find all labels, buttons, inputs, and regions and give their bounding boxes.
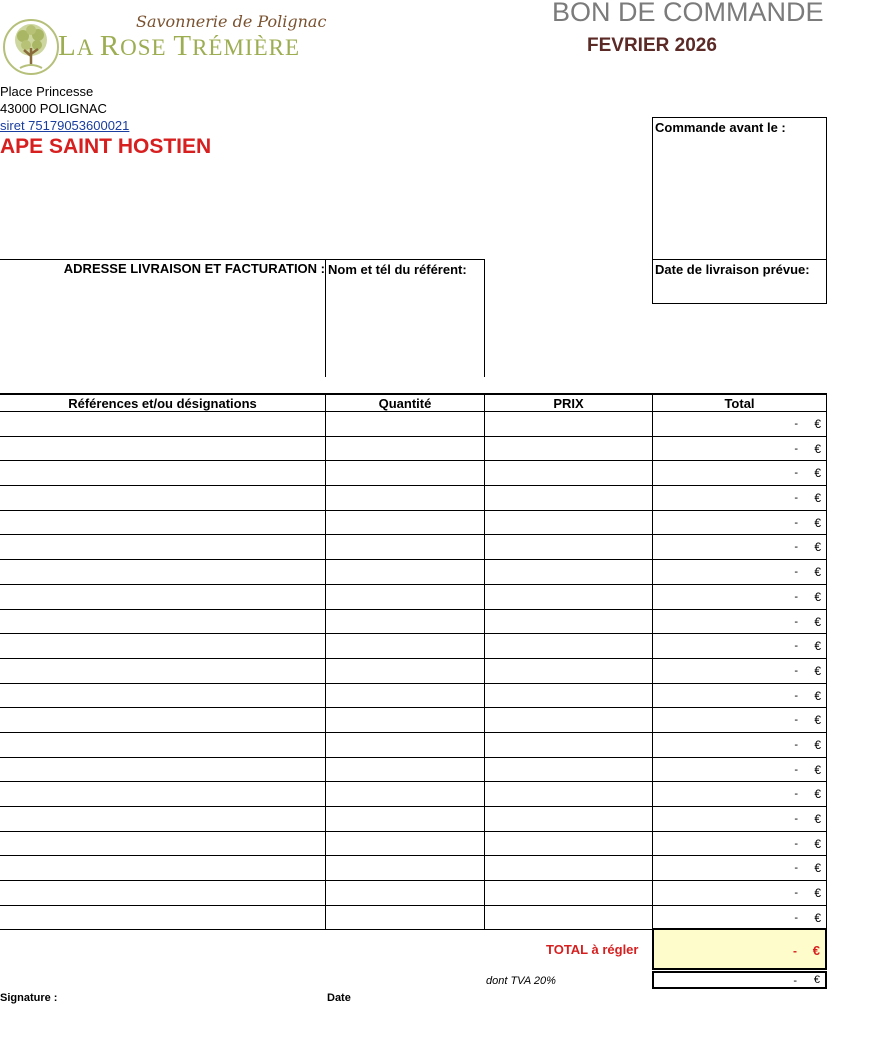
table-row <box>0 832 827 857</box>
ref-cell[interactable] <box>0 684 325 708</box>
ref-cell[interactable] <box>0 511 325 535</box>
total-cell <box>652 708 827 732</box>
total-value-box <box>652 928 827 970</box>
header-prix: PRIX <box>484 395 652 411</box>
ref-cell[interactable] <box>0 535 325 559</box>
total-cell <box>652 535 827 559</box>
row-total-currency: € <box>814 713 821 728</box>
total-cell <box>652 758 827 782</box>
ref-cell[interactable] <box>0 807 325 831</box>
table-row <box>0 782 827 807</box>
quantity-cell[interactable] <box>325 486 484 510</box>
table-header <box>0 395 827 412</box>
adresse-label: ADRESSE LIVRAISON ET FACTURATION : <box>63 261 325 276</box>
price-cell[interactable] <box>484 511 652 535</box>
total-cell <box>652 585 827 609</box>
row-total-currency: € <box>814 515 821 530</box>
logo-emblem <box>2 18 60 76</box>
ref-cell[interactable] <box>0 461 325 485</box>
row-total-value: - <box>794 615 798 628</box>
total-cell <box>652 832 827 856</box>
price-cell[interactable] <box>484 634 652 658</box>
logo-script-text: Savonnerie de Polignac <box>136 12 327 31</box>
row-total-currency: € <box>814 787 821 802</box>
siret-link[interactable]: siret 75179053600021 <box>0 118 130 133</box>
row-total-currency: € <box>814 540 821 555</box>
total-cell <box>652 486 827 510</box>
total-cell <box>652 461 827 485</box>
quantity-cell[interactable] <box>325 832 484 856</box>
table-body <box>0 412 827 930</box>
row-total-value: - <box>794 590 798 603</box>
quantity-cell[interactable] <box>325 708 484 732</box>
header-total: Total <box>652 395 827 411</box>
ref-cell[interactable] <box>0 437 325 461</box>
ref-cell[interactable] <box>0 585 325 609</box>
table-row <box>0 807 827 832</box>
quantity-cell[interactable] <box>325 412 484 436</box>
price-cell[interactable] <box>484 437 652 461</box>
row-total-value: - <box>794 887 798 900</box>
row-total-currency: € <box>814 886 821 901</box>
total-cell <box>652 634 827 658</box>
price-cell[interactable] <box>484 906 652 930</box>
row-total-value: - <box>794 516 798 529</box>
table-row <box>0 461 827 486</box>
sender-city: 43000 POLIGNAC <box>0 101 107 116</box>
quantity-cell[interactable] <box>325 733 484 757</box>
row-total-currency: € <box>814 614 821 629</box>
quantity-cell[interactable] <box>325 437 484 461</box>
quantity-cell[interactable] <box>325 659 484 683</box>
price-cell[interactable] <box>484 832 652 856</box>
table-row <box>0 856 827 881</box>
quantity-cell[interactable] <box>325 881 484 905</box>
total-cell <box>652 659 827 683</box>
price-cell[interactable] <box>484 708 652 732</box>
row-total-value: - <box>794 763 798 776</box>
row-total-currency: € <box>814 910 821 925</box>
date-label: Date <box>327 992 351 1004</box>
total-cell <box>652 782 827 806</box>
table-row <box>0 585 827 610</box>
ref-cell[interactable] <box>0 412 325 436</box>
price-cell[interactable] <box>484 684 652 708</box>
total-currency: € <box>812 943 820 958</box>
row-total-value: - <box>794 862 798 875</box>
total-cell <box>652 684 827 708</box>
total-cell <box>652 881 827 905</box>
date-livraison-box[interactable] <box>652 259 827 304</box>
ref-cell[interactable] <box>0 659 325 683</box>
price-cell[interactable] <box>484 461 652 485</box>
total-cell <box>652 733 827 757</box>
total-cell <box>652 511 827 535</box>
table-row <box>0 412 827 437</box>
total-cell <box>652 906 827 930</box>
quantity-cell[interactable] <box>325 758 484 782</box>
total-cell <box>652 856 827 880</box>
referent-label: Nom et tél du référent: <box>328 262 467 277</box>
row-total-currency: € <box>814 762 821 777</box>
quantity-cell[interactable] <box>325 634 484 658</box>
price-cell[interactable] <box>484 856 652 880</box>
order-table <box>0 393 827 930</box>
row-total-value: - <box>794 714 798 727</box>
document-title: BON DE COMMANDE <box>552 0 824 27</box>
commande-avant-box[interactable] <box>652 117 827 260</box>
table-row <box>0 437 827 462</box>
ref-cell[interactable] <box>0 733 325 757</box>
table-row <box>0 511 827 536</box>
ref-cell[interactable] <box>0 881 325 905</box>
price-cell[interactable] <box>484 560 652 584</box>
price-cell[interactable] <box>484 585 652 609</box>
quantity-cell[interactable] <box>325 585 484 609</box>
quantity-cell[interactable] <box>325 807 484 831</box>
quantity-cell[interactable] <box>325 856 484 880</box>
ref-cell[interactable] <box>0 610 325 634</box>
quantity-cell[interactable] <box>325 610 484 634</box>
row-total-value: - <box>794 689 798 702</box>
row-total-currency: € <box>814 441 821 456</box>
price-cell[interactable] <box>484 782 652 806</box>
price-cell[interactable] <box>484 535 652 559</box>
row-total-currency: € <box>814 417 821 431</box>
table-row <box>0 560 827 585</box>
total-cell <box>652 437 827 461</box>
total-cell <box>652 610 827 634</box>
ref-cell[interactable] <box>0 782 325 806</box>
row-total-value: - <box>794 492 798 505</box>
tree-emblem-icon <box>2 18 60 76</box>
client-name: APE SAINT HOSTIEN <box>0 135 212 158</box>
document-month: FEVRIER 2026 <box>587 35 717 56</box>
price-cell[interactable] <box>484 733 652 757</box>
tva-label: dont TVA 20% <box>486 975 556 987</box>
price-cell[interactable] <box>484 758 652 782</box>
quantity-cell[interactable] <box>325 535 484 559</box>
total-cell <box>652 412 827 436</box>
price-cell[interactable] <box>484 412 652 436</box>
ref-cell[interactable] <box>0 832 325 856</box>
ref-cell[interactable] <box>0 486 325 510</box>
adresse-top-line <box>0 259 325 260</box>
table-row <box>0 881 827 906</box>
price-cell[interactable] <box>484 881 652 905</box>
table-row <box>0 684 827 709</box>
quantity-cell[interactable] <box>325 684 484 708</box>
row-total-currency: € <box>814 688 821 703</box>
ref-cell[interactable] <box>0 856 325 880</box>
row-total-currency: € <box>814 812 821 826</box>
table-row <box>0 906 827 931</box>
row-total-currency: € <box>814 491 821 506</box>
price-cell[interactable] <box>484 659 652 683</box>
row-total-value: - <box>794 418 798 430</box>
table-row <box>0 659 827 684</box>
table-row <box>0 758 827 783</box>
sender-street: Place Princesse <box>0 84 94 99</box>
ref-cell[interactable] <box>0 560 325 584</box>
row-total-currency: € <box>814 565 821 580</box>
table-row <box>0 535 827 560</box>
date-livraison-label: Date de livraison prévue: <box>655 262 810 277</box>
row-total-currency: € <box>814 589 821 604</box>
quantity-cell[interactable] <box>325 560 484 584</box>
price-cell[interactable] <box>484 610 652 634</box>
signature-label: Signature : <box>0 992 58 1004</box>
ref-cell[interactable] <box>0 758 325 782</box>
row-total-currency: € <box>814 836 821 851</box>
quantity-cell[interactable] <box>325 511 484 535</box>
row-total-currency: € <box>814 861 821 876</box>
ref-cell[interactable] <box>0 906 325 930</box>
header-ref: Références et/ou désignations <box>68 396 257 411</box>
row-total-currency: € <box>814 663 821 678</box>
table-row <box>0 486 827 511</box>
price-cell[interactable] <box>484 486 652 510</box>
table-row <box>0 634 827 659</box>
total-cell <box>652 807 827 831</box>
row-total-value: - <box>794 541 798 554</box>
total-label: TOTAL à régler <box>546 942 639 957</box>
row-total-currency: € <box>814 639 821 654</box>
table-row <box>0 708 827 733</box>
row-total-value: - <box>794 664 798 677</box>
referent-box[interactable] <box>325 259 485 377</box>
tva-currency: € <box>813 974 820 986</box>
row-total-value: - <box>794 467 798 480</box>
logo-brand-name: LA ROSE TRÉMIÈRE <box>58 30 301 62</box>
price-cell[interactable] <box>484 807 652 831</box>
ref-cell[interactable] <box>0 634 325 658</box>
row-total-value: - <box>794 640 798 653</box>
table-row <box>0 733 827 758</box>
row-total-currency: € <box>814 737 821 752</box>
ref-cell[interactable] <box>0 708 325 732</box>
header-qty: Quantité <box>325 395 484 411</box>
tva-value-box <box>652 971 827 989</box>
row-total-value: - <box>794 837 798 850</box>
row-total-value: - <box>794 738 798 751</box>
row-total-value: - <box>794 813 798 825</box>
row-total-currency: € <box>814 466 821 481</box>
commande-avant-label: Commande avant le : <box>655 120 786 135</box>
total-cell <box>652 560 827 584</box>
quantity-cell[interactable] <box>325 461 484 485</box>
row-total-value: - <box>794 566 798 579</box>
table-row <box>0 610 827 635</box>
tva-value: - <box>793 975 797 987</box>
quantity-cell[interactable] <box>325 782 484 806</box>
quantity-cell[interactable] <box>325 906 484 930</box>
row-total-value: - <box>794 442 798 455</box>
row-total-value: - <box>794 788 798 801</box>
row-total-value: - <box>794 911 798 924</box>
total-value: - <box>793 944 797 958</box>
